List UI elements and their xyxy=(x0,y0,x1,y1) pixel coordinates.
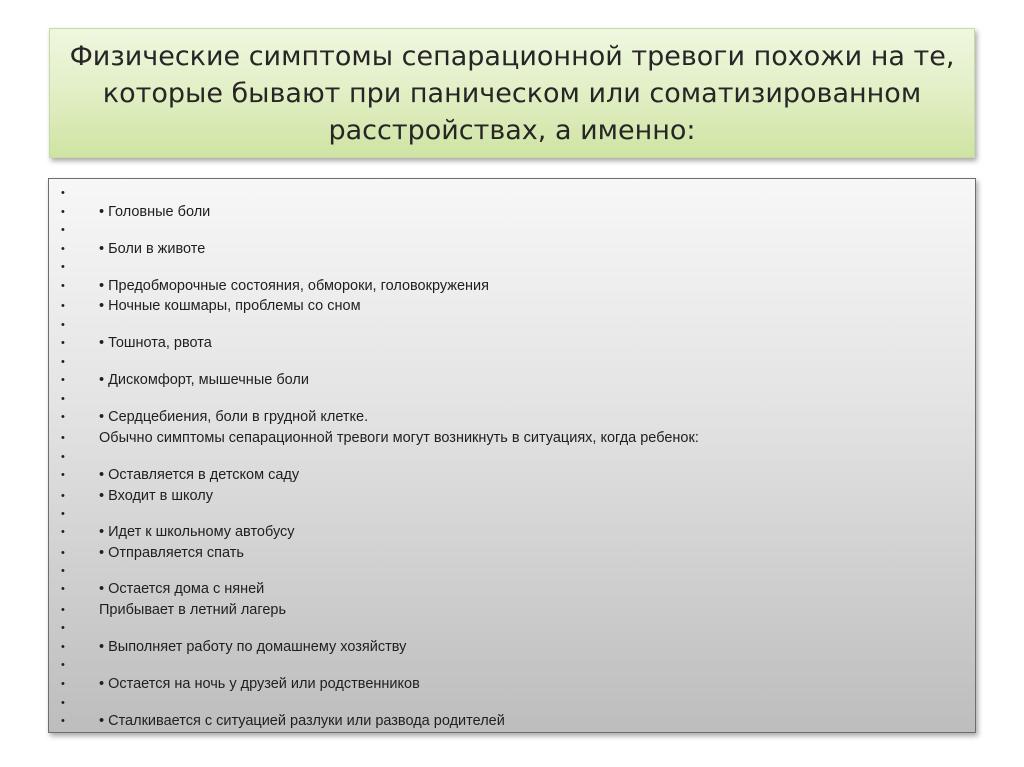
list-item xyxy=(49,639,975,655)
bullet-marker: • xyxy=(61,622,65,634)
bullet-marker: • xyxy=(61,280,65,292)
list-item xyxy=(49,335,975,351)
list-item-text: • Головные боли xyxy=(99,204,211,220)
list-item xyxy=(49,657,975,673)
bullet-marker: • xyxy=(61,432,65,444)
bullet-marker: • xyxy=(61,356,65,368)
list-item-text: • Идет к школьному автобусу xyxy=(99,524,295,540)
bullet-marker: • xyxy=(61,583,65,595)
bullet-marker: • xyxy=(61,261,65,273)
list-item xyxy=(49,676,975,692)
bullet-marker: • xyxy=(61,451,65,463)
list-item xyxy=(49,695,975,711)
list-item xyxy=(49,241,975,257)
list-item-text: • Тошнота, рвота xyxy=(99,335,212,351)
list-item xyxy=(49,506,975,522)
title-box xyxy=(49,28,975,158)
list-item-text: Обычно симптомы сепарационной тревоги могут возникнуть в ситуациях, когда ребенок: xyxy=(99,430,699,446)
list-item xyxy=(49,259,975,275)
bullet-marker: • xyxy=(61,490,65,502)
list-item-text: • Предобморочные состояния, обмороки, головокружения xyxy=(99,278,490,294)
list-item xyxy=(49,713,975,729)
bullet-marker: • xyxy=(61,206,65,218)
list-item xyxy=(49,430,975,446)
list-item-text: • Сталкивается с ситуацией разлуки или развода родителей xyxy=(99,713,505,729)
bullet-marker: • xyxy=(61,411,65,423)
slide-title: Физические симптомы сепарационной тревоги похожи на те, которые бывают при паническом или соматизированном расстройствах, а именно: xyxy=(69,40,955,146)
bullet-marker: • xyxy=(61,526,65,538)
list-item xyxy=(49,222,975,238)
list-item-text: Прибывает в летний лагерь xyxy=(99,602,286,618)
list-item xyxy=(49,545,975,561)
list-item xyxy=(49,563,975,579)
list-item xyxy=(49,488,975,504)
bullet-marker: • xyxy=(61,697,65,709)
list-item xyxy=(49,620,975,636)
bullet-marker: • xyxy=(61,337,65,349)
list-item xyxy=(49,185,975,201)
bullet-marker: • xyxy=(61,469,65,481)
bullet-marker: • xyxy=(61,659,65,671)
list-item xyxy=(49,391,975,407)
bullet-marker: • xyxy=(61,678,65,690)
list-item-text: • Остается на ночь у друзей или родственников xyxy=(99,676,420,692)
bullet-marker: • xyxy=(61,547,65,559)
list-item xyxy=(49,317,975,333)
list-item xyxy=(49,449,975,465)
bullet-marker: • xyxy=(61,224,65,236)
list-item xyxy=(49,602,975,618)
bullet-marker: • xyxy=(61,300,65,312)
bullet-marker: • xyxy=(61,319,65,331)
list-item xyxy=(49,409,975,425)
list-item xyxy=(49,467,975,483)
bullet-marker: • xyxy=(61,641,65,653)
list-item-text: • Входит в школу xyxy=(99,488,214,504)
list-item-text: • Боли в животе xyxy=(99,241,206,257)
list-item-text: • Отправляется спать xyxy=(99,545,244,561)
bullet-marker: • xyxy=(61,187,65,199)
bullet-marker: • xyxy=(61,393,65,405)
bullet-marker: • xyxy=(61,604,65,616)
list-item xyxy=(49,524,975,540)
list-item xyxy=(49,278,975,294)
bullet-marker: • xyxy=(61,565,65,577)
content-box xyxy=(48,178,976,733)
list-item xyxy=(49,354,975,370)
list-item-text: • Выполняет работу по домашнему хозяйству xyxy=(99,639,407,655)
list-item xyxy=(49,372,975,388)
bullet-marker: • xyxy=(61,715,65,727)
list-item-text: • Дискомфорт, мышечные боли xyxy=(99,372,309,388)
bullet-marker: • xyxy=(61,374,65,386)
list-item xyxy=(49,298,975,314)
list-item-text: • Сердцебиения, боли в грудной клетке. xyxy=(99,409,369,425)
list-item-text: • Ночные кошмары, проблемы со сном xyxy=(99,298,361,314)
list-item xyxy=(49,204,975,220)
bullet-marker: • xyxy=(61,243,65,255)
list-item-text: • Оставляется в детском саду xyxy=(99,467,300,483)
list-item-text: • Остается дома с няней xyxy=(99,581,265,597)
list-item xyxy=(49,581,975,597)
bullet-marker: • xyxy=(61,508,65,520)
